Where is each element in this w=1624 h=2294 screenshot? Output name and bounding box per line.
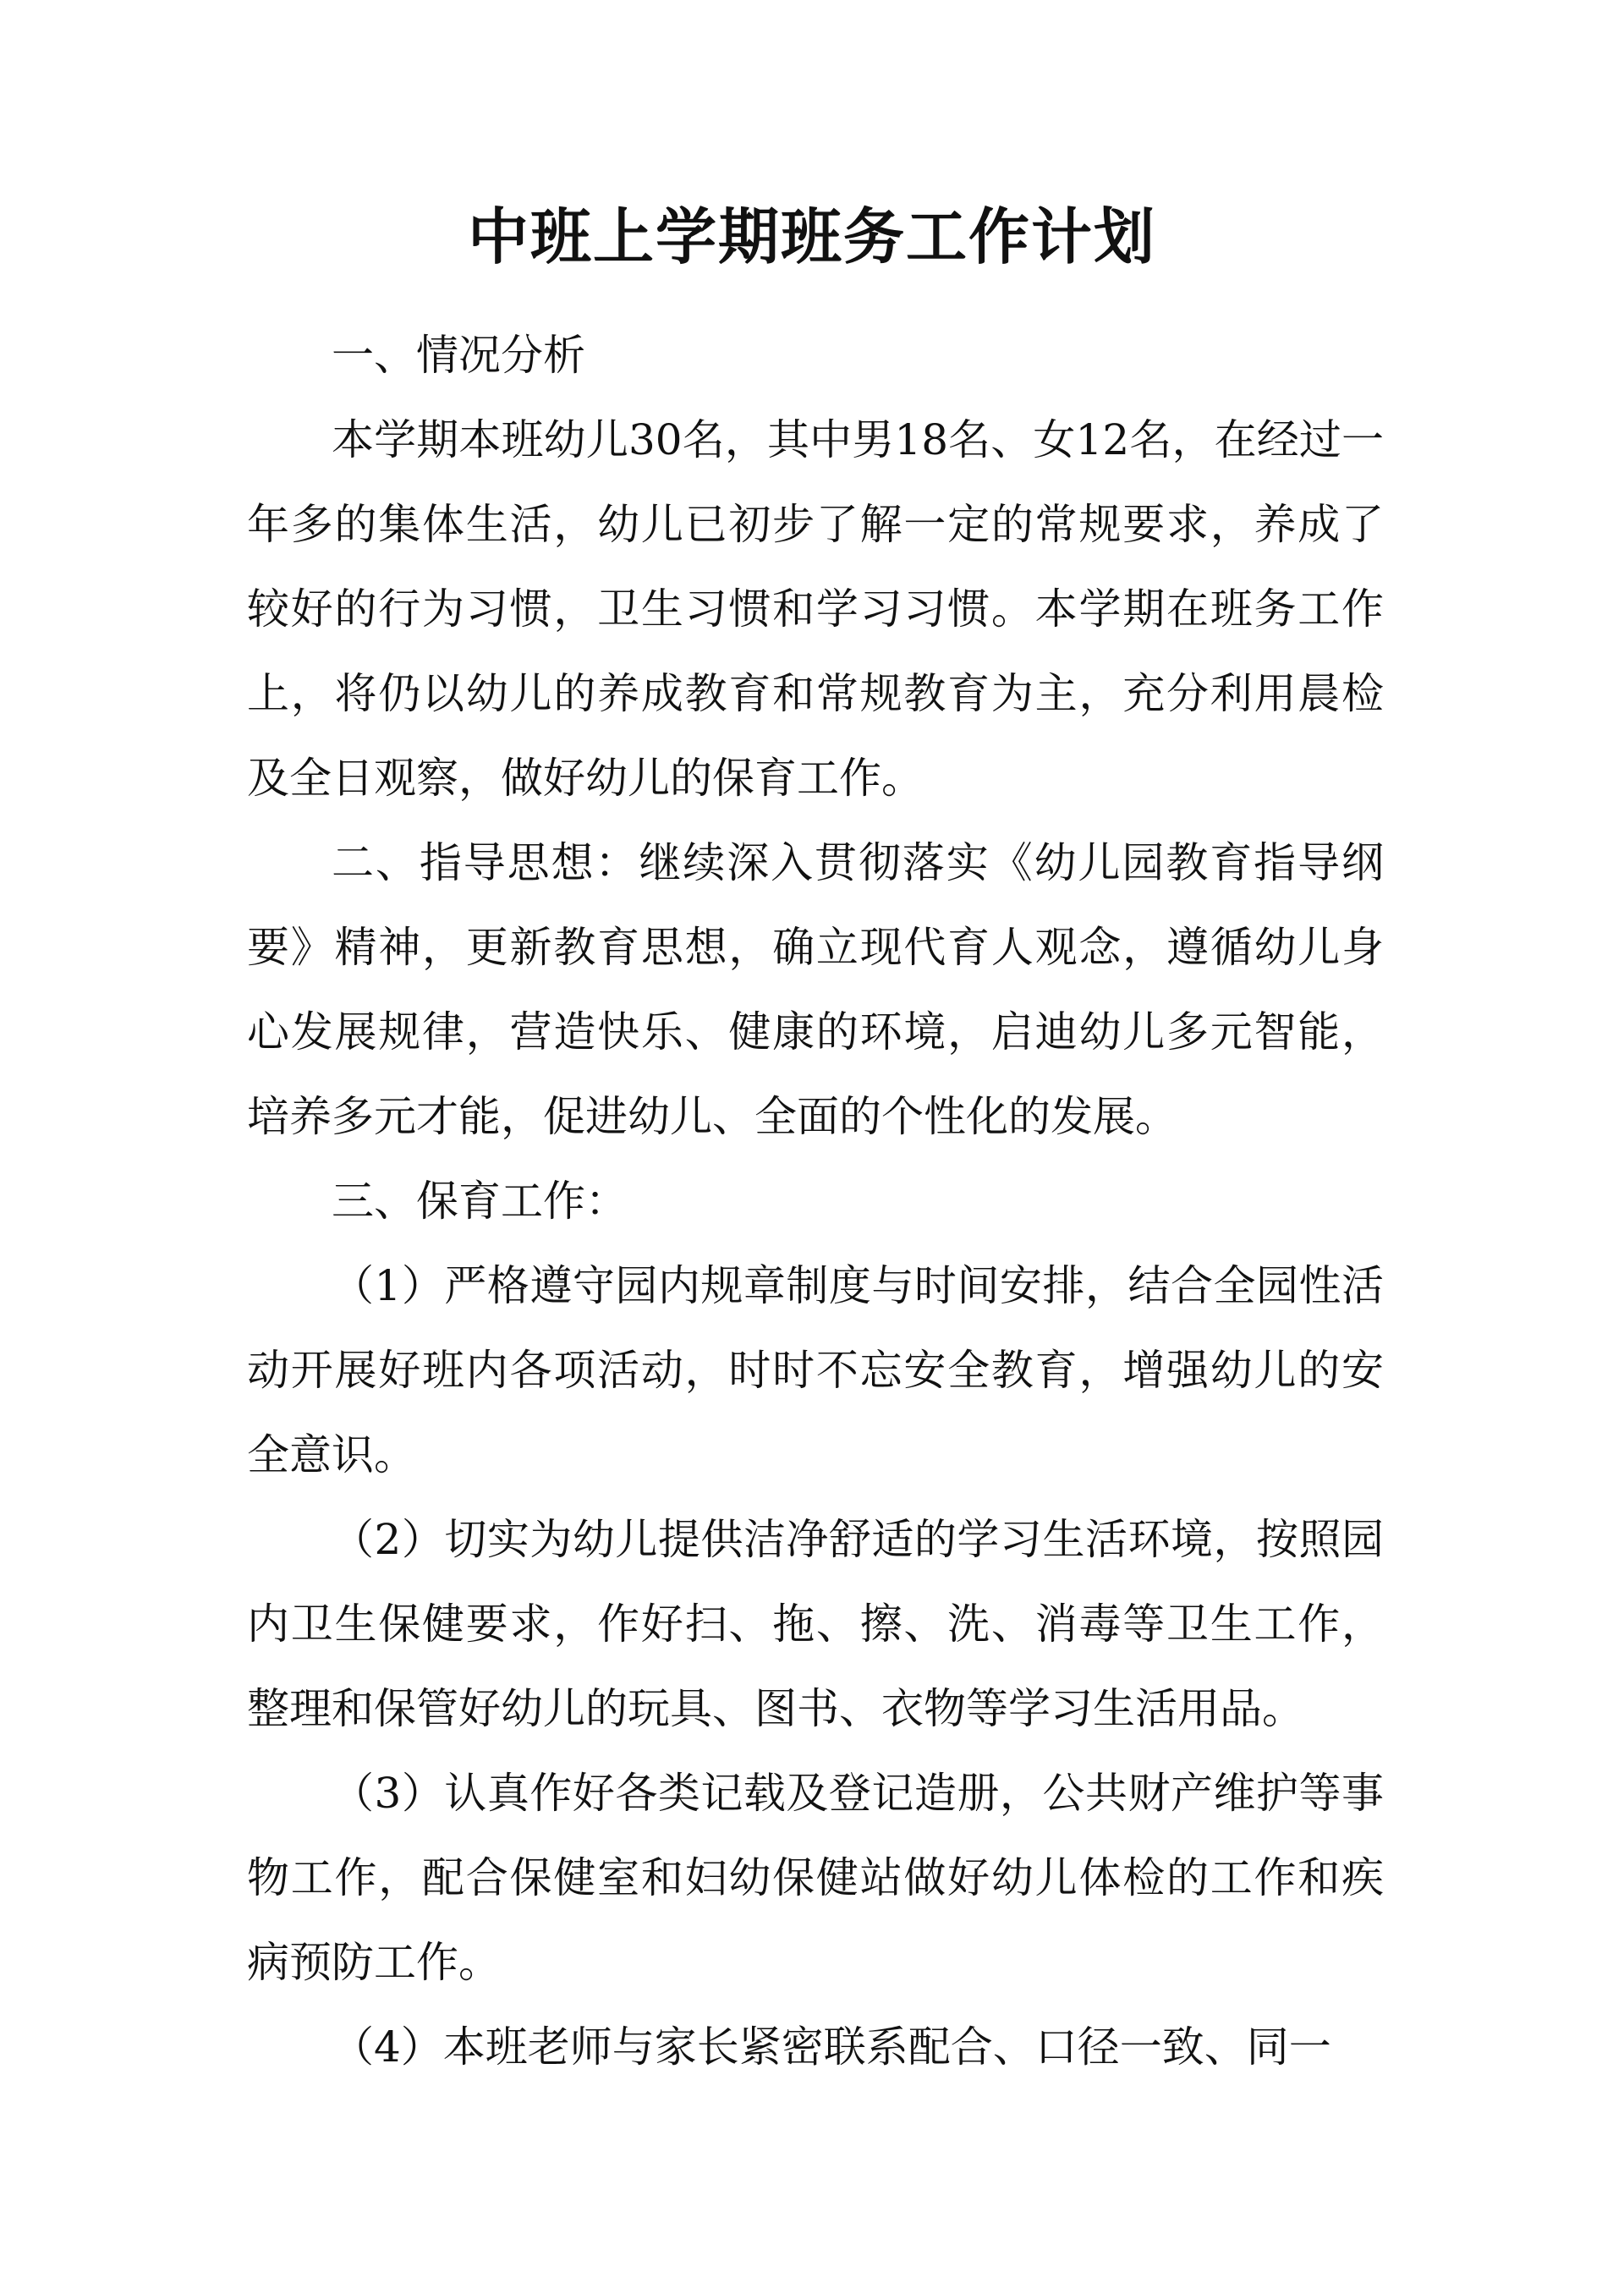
paragraph-guiding-thought: 二、指导思想：继续深入贯彻落实《幼儿园教育指导纲要》精神，更新教育思想，确立现代育人观念，遵循幼儿身心发展规律，营造快乐、健康的环境，启迪幼儿多元智能，培养多元才能，促进幼儿、全面的个性化的发展。 (247, 838, 1384, 1141)
paragraph-care-item-3: （3）认真作好各类记载及登记造册，公共财产维护等事物工作，配合保健室和妇幼保健站做好幼儿体检的工作和疾病预防工作。 (247, 1769, 1384, 1987)
document-title: 中班上学期班务工作计划 (467, 200, 1156, 272)
section-heading-situation: 一、情况分析 (332, 331, 585, 380)
paragraph-care-item-2: （2）切实为幼儿提供洁净舒适的学习生活环境，按照园内卫生保健要求，作好扫、拖、擦、洗、消毒等卫生工作，整理和保管好幼儿的玩具、图书、衣物等学习生活用品。 (247, 1515, 1384, 1733)
paragraph-care-item-1: （1）严格遵守园内规章制度与时间安排，结合全园性活动开展好班内各项活动，时时不忘安全教育，增强幼儿的安全意识。 (247, 1261, 1384, 1479)
section-heading-care-work: 三、保育工作： (332, 1177, 628, 1226)
paragraph-situation-analysis: 本学期本班幼儿30名，其中男18名、女12名，在经过一年多的集体生活，幼儿已初步了解一定的常规要求，养成了较好的行为习惯，卫生习惯和学习习惯。本学期在班务工作上，将仍以幼儿的养成教育和常规教育为主，充分利用晨检及全日观察，做好幼儿的保育工作。 (247, 415, 1384, 803)
document-body (247, 313, 1384, 2089)
paragraph-care-item-4: （4）本班老师与家长紧密联系配合、口径一致、同一 (332, 2022, 1331, 2072)
